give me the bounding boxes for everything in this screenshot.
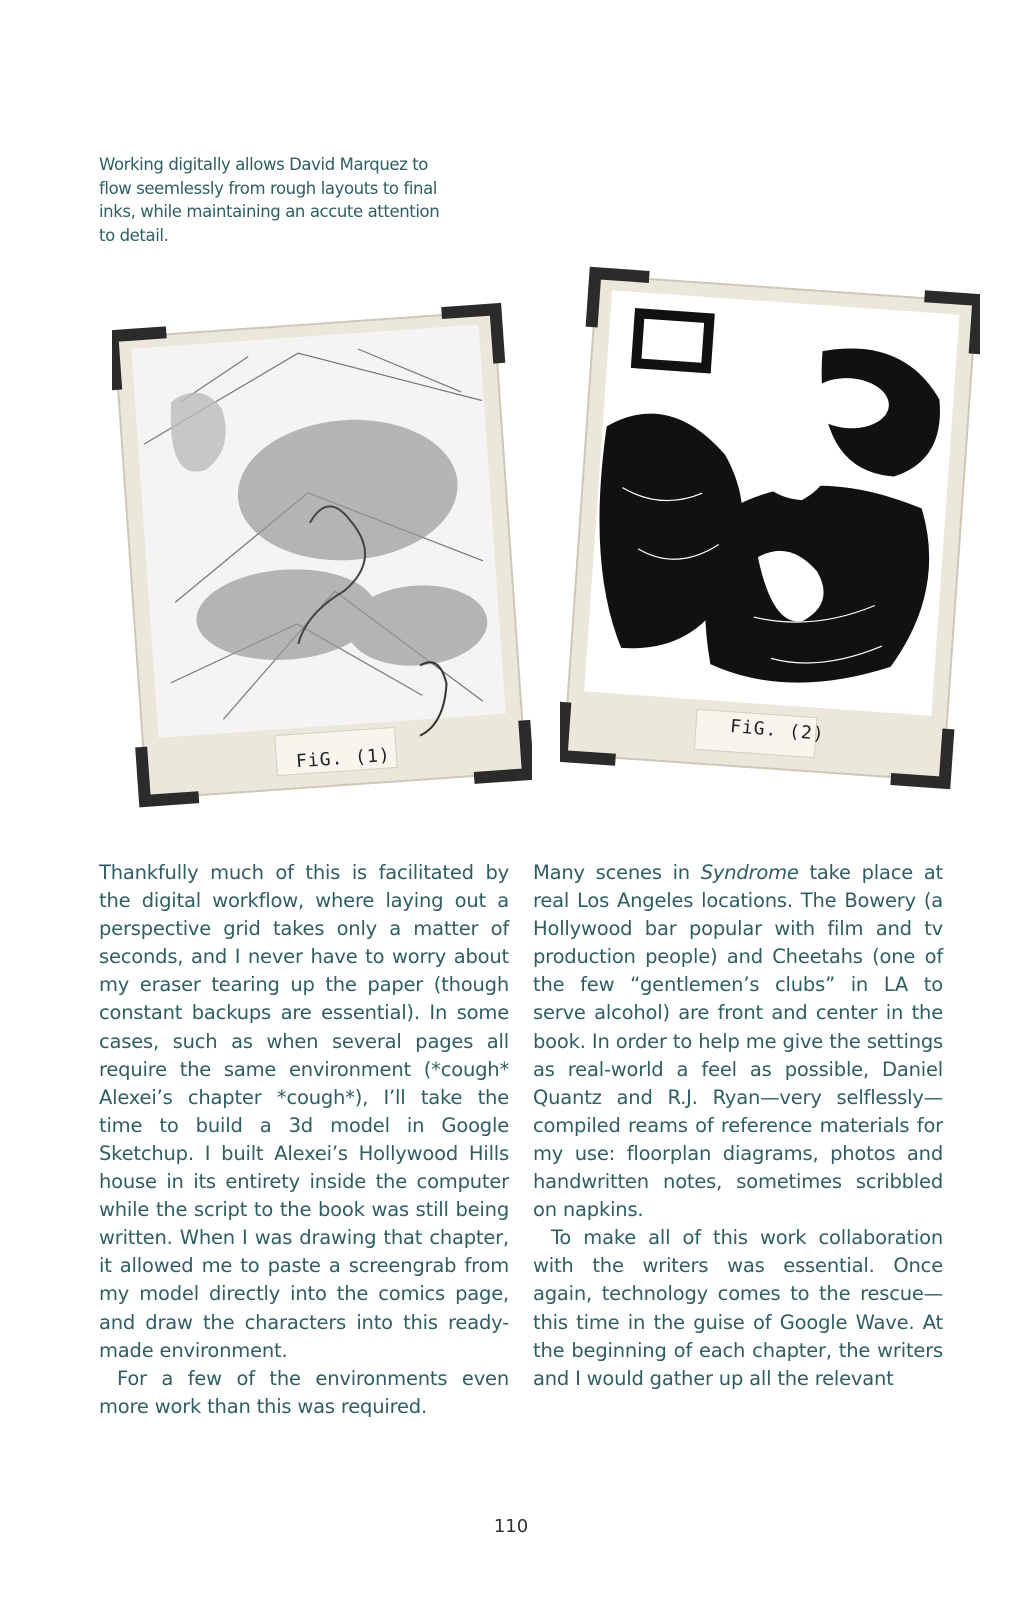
paragraph: Thankfully much of this is facilitated by the digital workflow, where laying out a perspective grid takes only a matter of seconds, and I never have to worry about my eraser tearing up the paper (though constant backups are essential). In some cases, such as when several pages all require the same environment (*cough* Alexei’s chapter *cough*), I’ll take the time to build a 3d model in Google Sketchup. I built Alexei’s Hollywood Hills house in its entirety inside the computer while the script to the book was still being written. When I was drawing that chapter, it allowed me to paste a screengrab from my model directly into the comics page, and draw the characters into this ready-made environment. (99, 861, 509, 1362)
figure-2-label: FiG. (2) (729, 715, 826, 746)
figure-caption: Working digitally allows David Marquez to flow seemlessly from rough layouts to final inks, while maintaining an accute attention to detail. (99, 155, 440, 245)
paragraph: For a few of the environments even more work than this was required. (99, 1366, 509, 1418)
figure-1-photo (112, 292, 532, 812)
page-number: 110 (493, 1516, 529, 1537)
paragraph-text: Many scenes in (533, 861, 701, 884)
body-column-left (99, 859, 509, 1421)
figure-2-photo (560, 258, 980, 798)
paragraph-text: take place at real Los Angeles locations. The Bowery (a Hollywood bar popular with film and tv production people) and Cheetahs (one of the few “gentlemen’s clubs” in LA to serve alcohol) are front and center in the book. In order to help me give the settings as real-world a feel as possible, Daniel Quantz and R.J. Ryan—very selflessly—compiled reams of reference materials for my use: floorplan diagrams, photos and handwritten notes, sometimes scribbled on napkins. (533, 861, 943, 1222)
paragraph: To make all of this work collaboration with the writers was essential. Once again, technology comes to the rescue—this time in the guise of Google Wave. At the beginning of each chapter, the writers and I would gather up all the relevant (533, 1226, 943, 1390)
book-title: Syndrome (700, 861, 799, 884)
body-column-right (533, 859, 943, 1393)
paragraph (533, 859, 943, 1224)
figure-1-label: FiG. (1) (295, 744, 392, 773)
